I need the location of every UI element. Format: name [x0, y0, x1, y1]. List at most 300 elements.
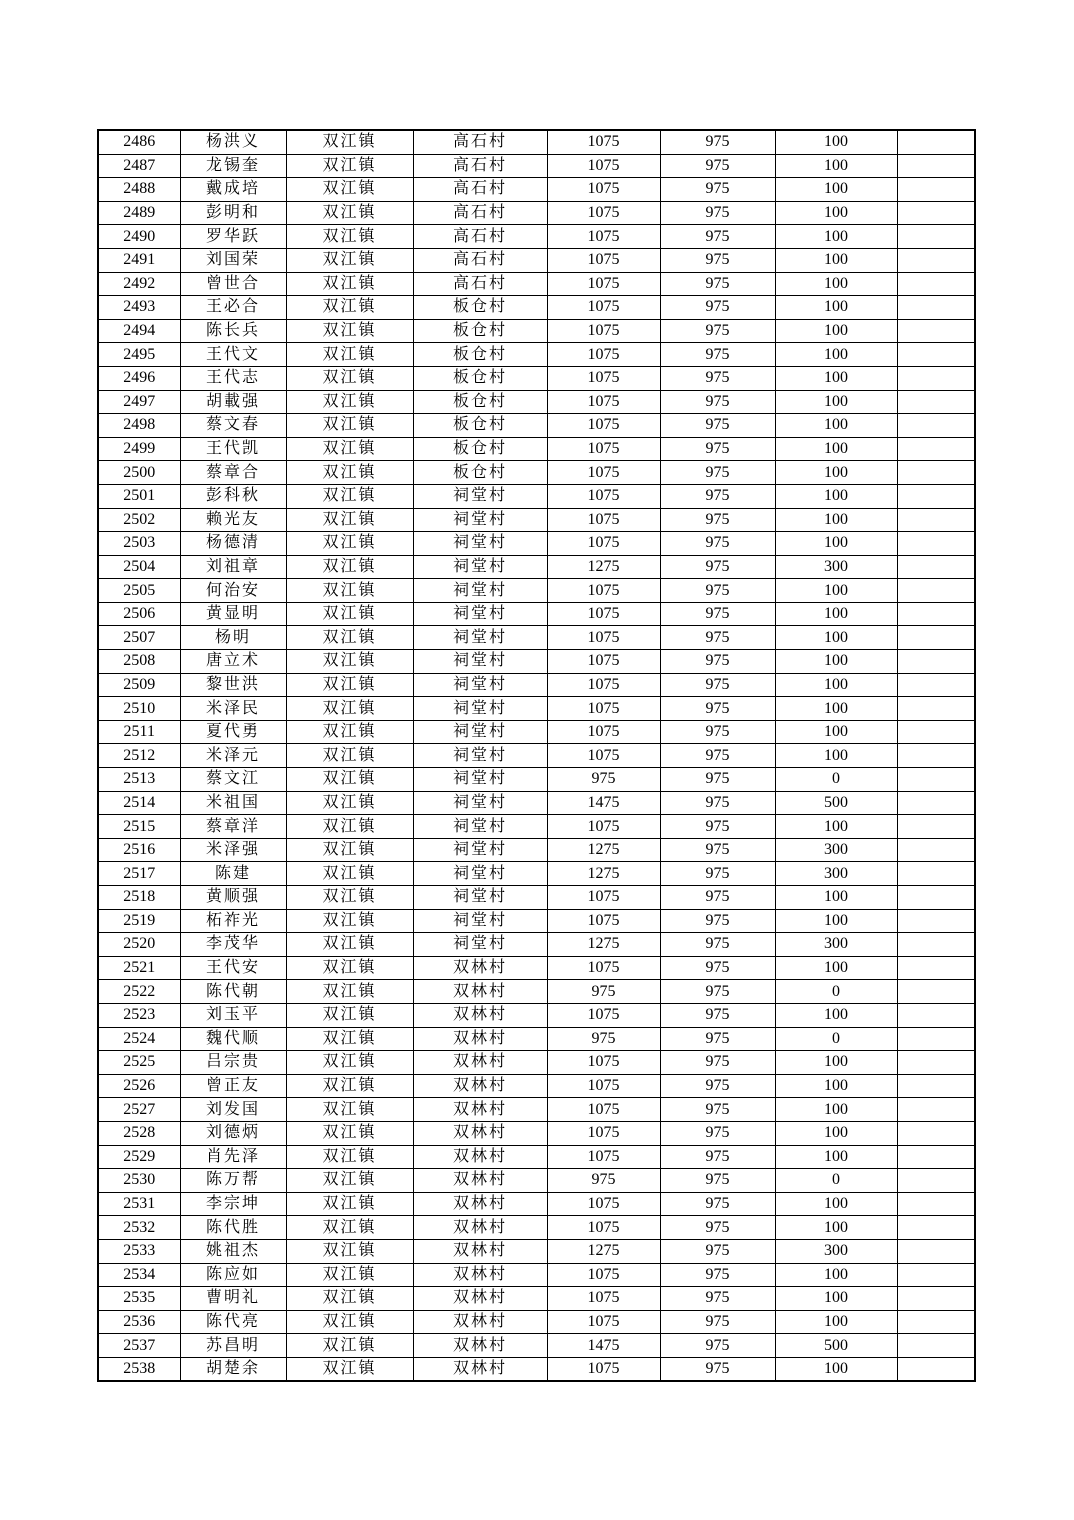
person-name: 蔡章洋 — [180, 815, 286, 839]
standard-value: 975 — [660, 886, 775, 910]
town-name: 双江镇 — [286, 886, 413, 910]
difference-value: 0 — [775, 1027, 897, 1051]
remark-cell — [897, 1074, 975, 1098]
town-name: 双江镇 — [286, 744, 413, 768]
row-number: 2495 — [98, 343, 180, 367]
difference-value: 100 — [775, 1003, 897, 1027]
standard-value: 975 — [660, 1310, 775, 1334]
remark-cell — [897, 1003, 975, 1027]
town-name: 双江镇 — [286, 956, 413, 980]
table-row — [98, 366, 975, 390]
remark-cell — [897, 1027, 975, 1051]
table-row — [98, 768, 975, 792]
town-name: 双江镇 — [286, 343, 413, 367]
standard-value: 975 — [660, 1334, 775, 1358]
town-name: 双江镇 — [286, 130, 413, 154]
table-row — [98, 1192, 975, 1216]
village-name: 板仓村 — [413, 461, 547, 485]
amount-value: 1075 — [547, 532, 660, 556]
table-row — [98, 296, 975, 320]
remark-cell — [897, 484, 975, 508]
standard-value: 975 — [660, 555, 775, 579]
standard-value: 975 — [660, 1051, 775, 1075]
table-row — [98, 980, 975, 1004]
town-name: 双江镇 — [286, 1310, 413, 1334]
remark-cell — [897, 673, 975, 697]
amount-value: 1075 — [547, 484, 660, 508]
standard-value: 975 — [660, 815, 775, 839]
village-name: 双林村 — [413, 1074, 547, 1098]
amount-value: 1075 — [547, 1310, 660, 1334]
person-name: 王代志 — [180, 366, 286, 390]
row-number: 2515 — [98, 815, 180, 839]
row-number: 2521 — [98, 956, 180, 980]
town-name: 双江镇 — [286, 1357, 413, 1381]
remark-cell — [897, 1239, 975, 1263]
table-row — [98, 815, 975, 839]
town-name: 双江镇 — [286, 414, 413, 438]
person-name: 曾正友 — [180, 1074, 286, 1098]
difference-value: 100 — [775, 201, 897, 225]
amount-value: 1075 — [547, 390, 660, 414]
row-number: 2494 — [98, 319, 180, 343]
amount-value: 1075 — [547, 1192, 660, 1216]
person-name: 王必合 — [180, 296, 286, 320]
village-name: 双林村 — [413, 1216, 547, 1240]
person-name: 米泽强 — [180, 838, 286, 862]
standard-value: 975 — [660, 980, 775, 1004]
village-name: 双林村 — [413, 1121, 547, 1145]
difference-value: 100 — [775, 626, 897, 650]
town-name: 双江镇 — [286, 1003, 413, 1027]
town-name: 双江镇 — [286, 555, 413, 579]
remark-cell — [897, 532, 975, 556]
standard-value: 975 — [660, 532, 775, 556]
row-number: 2537 — [98, 1334, 180, 1358]
amount-value: 1075 — [547, 720, 660, 744]
village-name: 板仓村 — [413, 296, 547, 320]
amount-value: 1075 — [547, 673, 660, 697]
difference-value: 100 — [775, 461, 897, 485]
difference-value: 100 — [775, 272, 897, 296]
person-name: 李宗坤 — [180, 1192, 286, 1216]
table-row — [98, 579, 975, 603]
village-name: 双林村 — [413, 1287, 547, 1311]
row-number: 2487 — [98, 154, 180, 178]
standard-value: 975 — [660, 862, 775, 886]
person-name: 杨明 — [180, 626, 286, 650]
table-row — [98, 1310, 975, 1334]
village-name: 高石村 — [413, 225, 547, 249]
remark-cell — [897, 650, 975, 674]
remark-cell — [897, 390, 975, 414]
town-name: 双江镇 — [286, 815, 413, 839]
difference-value: 100 — [775, 886, 897, 910]
village-name: 祠堂村 — [413, 532, 547, 556]
amount-value: 1075 — [547, 225, 660, 249]
difference-value: 100 — [775, 296, 897, 320]
amount-value: 1075 — [547, 154, 660, 178]
difference-value: 100 — [775, 1216, 897, 1240]
town-name: 双江镇 — [286, 1027, 413, 1051]
person-name: 肖先泽 — [180, 1145, 286, 1169]
standard-value: 975 — [660, 956, 775, 980]
standard-value: 975 — [660, 272, 775, 296]
village-name: 双林村 — [413, 956, 547, 980]
town-name: 双江镇 — [286, 532, 413, 556]
village-name: 祠堂村 — [413, 886, 547, 910]
difference-value: 100 — [775, 225, 897, 249]
person-name: 黄顺强 — [180, 886, 286, 910]
table-body — [98, 130, 975, 1381]
standard-value: 975 — [660, 744, 775, 768]
row-number: 2533 — [98, 1239, 180, 1263]
town-name: 双江镇 — [286, 1121, 413, 1145]
village-name: 高石村 — [413, 178, 547, 202]
village-name: 板仓村 — [413, 390, 547, 414]
difference-value: 300 — [775, 862, 897, 886]
amount-value: 1275 — [547, 555, 660, 579]
table-row — [98, 130, 975, 154]
table-row — [98, 933, 975, 957]
difference-value: 100 — [775, 532, 897, 556]
difference-value: 100 — [775, 248, 897, 272]
row-number: 2516 — [98, 838, 180, 862]
remark-cell — [897, 178, 975, 202]
remark-cell — [897, 1216, 975, 1240]
table-row — [98, 720, 975, 744]
remark-cell — [897, 1098, 975, 1122]
row-number: 2489 — [98, 201, 180, 225]
amount-value: 975 — [547, 980, 660, 1004]
remark-cell — [897, 1263, 975, 1287]
standard-value: 975 — [660, 1121, 775, 1145]
standard-value: 975 — [660, 154, 775, 178]
amount-value: 1075 — [547, 697, 660, 721]
row-number: 2526 — [98, 1074, 180, 1098]
town-name: 双江镇 — [286, 225, 413, 249]
standard-value: 975 — [660, 673, 775, 697]
table-row — [98, 154, 975, 178]
village-name: 双林村 — [413, 1192, 547, 1216]
remark-cell — [897, 248, 975, 272]
standard-value: 975 — [660, 1216, 775, 1240]
table-row — [98, 1357, 975, 1381]
table-row — [98, 602, 975, 626]
town-name: 双江镇 — [286, 508, 413, 532]
row-number: 2507 — [98, 626, 180, 650]
amount-value: 1075 — [547, 886, 660, 910]
remark-cell — [897, 555, 975, 579]
standard-value: 975 — [660, 838, 775, 862]
remark-cell — [897, 626, 975, 650]
person-name: 夏代勇 — [180, 720, 286, 744]
difference-value: 300 — [775, 555, 897, 579]
village-name: 祠堂村 — [413, 791, 547, 815]
standard-value: 975 — [660, 791, 775, 815]
amount-value: 1075 — [547, 909, 660, 933]
town-name: 双江镇 — [286, 201, 413, 225]
amount-value: 1075 — [547, 1216, 660, 1240]
difference-value: 100 — [775, 437, 897, 461]
standard-value: 975 — [660, 390, 775, 414]
remark-cell — [897, 1121, 975, 1145]
amount-value: 1075 — [547, 272, 660, 296]
table-row — [98, 272, 975, 296]
row-number: 2519 — [98, 909, 180, 933]
table-row — [98, 555, 975, 579]
amount-value: 1075 — [547, 1051, 660, 1075]
row-number: 2502 — [98, 508, 180, 532]
person-name: 陈万帮 — [180, 1169, 286, 1193]
amount-value: 1075 — [547, 1121, 660, 1145]
remark-cell — [897, 838, 975, 862]
table-row — [98, 414, 975, 438]
village-name: 祠堂村 — [413, 838, 547, 862]
person-name: 赖光友 — [180, 508, 286, 532]
remark-cell — [897, 1192, 975, 1216]
village-name: 祠堂村 — [413, 650, 547, 674]
difference-value: 100 — [775, 390, 897, 414]
person-name: 胡載强 — [180, 390, 286, 414]
difference-value: 100 — [775, 720, 897, 744]
row-number: 2501 — [98, 484, 180, 508]
village-name: 双林村 — [413, 1310, 547, 1334]
person-name: 曾世合 — [180, 272, 286, 296]
row-number: 2530 — [98, 1169, 180, 1193]
town-name: 双江镇 — [286, 720, 413, 744]
table-row — [98, 437, 975, 461]
table-row — [98, 791, 975, 815]
row-number: 2498 — [98, 414, 180, 438]
amount-value: 975 — [547, 1027, 660, 1051]
amount-value: 1075 — [547, 744, 660, 768]
amount-value: 1075 — [547, 414, 660, 438]
person-name: 陈代胜 — [180, 1216, 286, 1240]
village-name: 双林村 — [413, 1051, 547, 1075]
table-row — [98, 1334, 975, 1358]
town-name: 双江镇 — [286, 437, 413, 461]
standard-value: 975 — [660, 1357, 775, 1381]
table-row — [98, 178, 975, 202]
town-name: 双江镇 — [286, 650, 413, 674]
table-row — [98, 343, 975, 367]
table-row — [98, 319, 975, 343]
remark-cell — [897, 272, 975, 296]
row-number: 2493 — [98, 296, 180, 320]
person-name: 刘德炳 — [180, 1121, 286, 1145]
village-name: 祠堂村 — [413, 555, 547, 579]
row-number: 2513 — [98, 768, 180, 792]
remark-cell — [897, 862, 975, 886]
row-number: 2503 — [98, 532, 180, 556]
row-number: 2525 — [98, 1051, 180, 1075]
difference-value: 100 — [775, 130, 897, 154]
village-name: 祠堂村 — [413, 720, 547, 744]
row-number: 2522 — [98, 980, 180, 1004]
difference-value: 100 — [775, 508, 897, 532]
difference-value: 100 — [775, 154, 897, 178]
town-name: 双江镇 — [286, 461, 413, 485]
village-name: 祠堂村 — [413, 815, 547, 839]
row-number: 2512 — [98, 744, 180, 768]
table-row — [98, 1145, 975, 1169]
town-name: 双江镇 — [286, 1051, 413, 1075]
remark-cell — [897, 980, 975, 1004]
village-name: 双林村 — [413, 1357, 547, 1381]
person-name: 米泽元 — [180, 744, 286, 768]
remark-cell — [897, 720, 975, 744]
standard-value: 975 — [660, 484, 775, 508]
row-number: 2506 — [98, 602, 180, 626]
town-name: 双江镇 — [286, 933, 413, 957]
amount-value: 1075 — [547, 343, 660, 367]
town-name: 双江镇 — [286, 319, 413, 343]
remark-cell — [897, 319, 975, 343]
town-name: 双江镇 — [286, 980, 413, 1004]
village-name: 双林村 — [413, 1003, 547, 1027]
difference-value: 0 — [775, 768, 897, 792]
row-number: 2524 — [98, 1027, 180, 1051]
row-number: 2505 — [98, 579, 180, 603]
difference-value: 100 — [775, 1357, 897, 1381]
village-name: 双林村 — [413, 980, 547, 1004]
amount-value: 1075 — [547, 461, 660, 485]
amount-value: 1075 — [547, 178, 660, 202]
row-number: 2518 — [98, 886, 180, 910]
person-name: 戴成培 — [180, 178, 286, 202]
amount-value: 1075 — [547, 1074, 660, 1098]
town-name: 双江镇 — [286, 626, 413, 650]
town-name: 双江镇 — [286, 296, 413, 320]
village-name: 双林村 — [413, 1263, 547, 1287]
difference-value: 300 — [775, 838, 897, 862]
amount-value: 1075 — [547, 602, 660, 626]
remark-cell — [897, 201, 975, 225]
amount-value: 975 — [547, 1169, 660, 1193]
standard-value: 975 — [660, 720, 775, 744]
village-name: 祠堂村 — [413, 579, 547, 603]
table-row — [98, 626, 975, 650]
amount-value: 1075 — [547, 508, 660, 532]
village-name: 祠堂村 — [413, 862, 547, 886]
table-row — [98, 1027, 975, 1051]
row-number: 2523 — [98, 1003, 180, 1027]
village-name: 祠堂村 — [413, 673, 547, 697]
village-name: 板仓村 — [413, 414, 547, 438]
amount-value: 1075 — [547, 130, 660, 154]
row-number: 2538 — [98, 1357, 180, 1381]
amount-value: 1075 — [547, 1145, 660, 1169]
town-name: 双江镇 — [286, 838, 413, 862]
town-name: 双江镇 — [286, 1263, 413, 1287]
table-row — [98, 697, 975, 721]
row-number: 2517 — [98, 862, 180, 886]
row-number: 2492 — [98, 272, 180, 296]
person-name: 黄显明 — [180, 602, 286, 626]
table-row — [98, 484, 975, 508]
person-name: 王代凯 — [180, 437, 286, 461]
difference-value: 100 — [775, 1287, 897, 1311]
difference-value: 100 — [775, 484, 897, 508]
table-row — [98, 909, 975, 933]
standard-value: 975 — [660, 201, 775, 225]
difference-value: 100 — [775, 1051, 897, 1075]
person-name: 蔡文春 — [180, 414, 286, 438]
village-name: 祠堂村 — [413, 697, 547, 721]
village-name: 祠堂村 — [413, 484, 547, 508]
remark-cell — [897, 791, 975, 815]
table-row — [98, 673, 975, 697]
remark-cell — [897, 225, 975, 249]
difference-value: 100 — [775, 1310, 897, 1334]
amount-value: 1475 — [547, 791, 660, 815]
standard-value: 975 — [660, 1098, 775, 1122]
row-number: 2527 — [98, 1098, 180, 1122]
table-row — [98, 508, 975, 532]
table-row — [98, 956, 975, 980]
data-table — [97, 129, 976, 1382]
person-name: 彭明和 — [180, 201, 286, 225]
standard-value: 975 — [660, 508, 775, 532]
amount-value: 1075 — [547, 296, 660, 320]
person-name: 刘玉平 — [180, 1003, 286, 1027]
town-name: 双江镇 — [286, 579, 413, 603]
standard-value: 975 — [660, 579, 775, 603]
village-name: 双林村 — [413, 1169, 547, 1193]
row-number: 2496 — [98, 366, 180, 390]
row-number: 2514 — [98, 791, 180, 815]
difference-value: 100 — [775, 602, 897, 626]
remark-cell — [897, 1169, 975, 1193]
standard-value: 975 — [660, 1263, 775, 1287]
difference-value: 500 — [775, 1334, 897, 1358]
table-row — [98, 390, 975, 414]
village-name: 高石村 — [413, 154, 547, 178]
standard-value: 975 — [660, 414, 775, 438]
remark-cell — [897, 1334, 975, 1358]
person-name: 陈建 — [180, 862, 286, 886]
table-row — [98, 862, 975, 886]
person-name: 陈长兵 — [180, 319, 286, 343]
person-name: 胡楚余 — [180, 1357, 286, 1381]
difference-value: 100 — [775, 1192, 897, 1216]
standard-value: 975 — [660, 1027, 775, 1051]
row-number: 2532 — [98, 1216, 180, 1240]
standard-value: 975 — [660, 1169, 775, 1193]
difference-value: 100 — [775, 1074, 897, 1098]
village-name: 板仓村 — [413, 366, 547, 390]
amount-value: 1075 — [547, 1263, 660, 1287]
town-name: 双江镇 — [286, 1074, 413, 1098]
amount-value: 1075 — [547, 579, 660, 603]
row-number: 2535 — [98, 1287, 180, 1311]
person-name: 蔡文江 — [180, 768, 286, 792]
village-name: 板仓村 — [413, 319, 547, 343]
table-row — [98, 650, 975, 674]
village-name: 高石村 — [413, 248, 547, 272]
difference-value: 100 — [775, 178, 897, 202]
amount-value: 1075 — [547, 201, 660, 225]
village-name: 高石村 — [413, 272, 547, 296]
amount-value: 1075 — [547, 815, 660, 839]
amount-value: 1275 — [547, 838, 660, 862]
remark-cell — [897, 296, 975, 320]
standard-value: 975 — [660, 1074, 775, 1098]
table-row — [98, 1239, 975, 1263]
difference-value: 100 — [775, 650, 897, 674]
town-name: 双江镇 — [286, 178, 413, 202]
